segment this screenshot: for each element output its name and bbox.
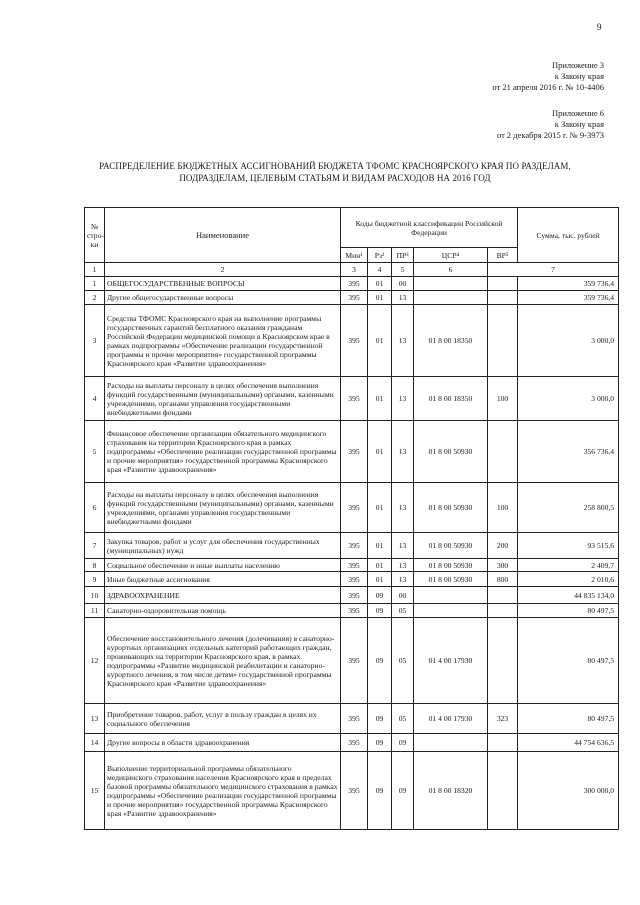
header-rz: Рз²: [368, 248, 392, 263]
row-min-cell: 395: [341, 618, 368, 704]
row-name-cell: Приобретение товаров, работ, услуг в пользу граждан в целях их социального обеспечения: [105, 704, 341, 734]
row-rz-cell: 09: [368, 752, 392, 830]
table-row: [85, 704, 619, 734]
row-number-cell: 4: [85, 377, 105, 421]
row-vr-cell: 323: [488, 704, 518, 734]
header-pr: ПР³: [392, 248, 414, 263]
table-row: [85, 277, 619, 291]
row-rz-cell: 01: [368, 291, 392, 305]
row-csr-cell: 01 8 00 18350: [414, 377, 488, 421]
document-title-line-2: ПОДРАЗДЕЛАМ, ЦЕЛЕВЫМ СТАТЬЯМ И ВИДАМ РАСХОДОВ НА 2016 ГОД: [179, 173, 491, 183]
row-number-cell: 13: [85, 704, 105, 734]
row-pr-cell: 13: [392, 421, 414, 483]
row-name-cell: Другие вопросы в области здравоохранения: [105, 734, 341, 752]
row-vr-cell: [488, 305, 518, 377]
row-number-cell: 12: [85, 618, 105, 704]
row-csr-cell: [414, 734, 488, 752]
row-vr-cell: 100: [488, 377, 518, 421]
row-number-cell: 9: [85, 572, 105, 587]
row-sum-cell: 3 000,0: [518, 305, 619, 377]
row-min-cell: 395: [341, 533, 368, 559]
appendix-3-date: от 21 апреля 2016 г. № 10-4406: [492, 82, 604, 92]
row-pr-cell: 13: [392, 291, 414, 305]
row-pr-cell: 13: [392, 483, 414, 533]
row-csr-cell: 01 8 00 50930: [414, 533, 488, 559]
row-rz-cell: 01: [368, 377, 392, 421]
row-min-cell: 395: [341, 559, 368, 572]
row-number-cell: 8: [85, 559, 105, 572]
row-pr-cell: 13: [392, 533, 414, 559]
row-rz-cell: 09: [368, 618, 392, 704]
row-rz-cell: 01: [368, 559, 392, 572]
row-sum-cell: 3 000,0: [518, 377, 619, 421]
row-rz-cell: 09: [368, 587, 392, 604]
row-vr-cell: [488, 587, 518, 604]
row-rz-cell: 09: [368, 704, 392, 734]
row-vr-cell: 100: [488, 483, 518, 533]
table-row: [85, 421, 619, 483]
index-cell: 4: [368, 263, 392, 277]
document-title: [90, 160, 580, 184]
row-name-cell: Санаторно-оздоровительная помощь: [105, 604, 341, 618]
row-min-cell: 395: [341, 377, 368, 421]
row-pr-cell: 09: [392, 734, 414, 752]
row-sum-cell: 258 800,5: [518, 483, 619, 533]
row-rz-cell: 01: [368, 305, 392, 377]
row-vr-cell: 300: [488, 559, 518, 572]
row-min-cell: 395: [341, 604, 368, 618]
row-name-cell: Выполнение территориальной программы обязательного медицинского страхования населения Красноярского края в пределах базовой программы обязательного медицинского страхования в рамках подпрограммы «Обеспечение реализации государственной программы и прочие мероприятия» государственной программы Красноярского края «Развитие здравоохранения»: [105, 752, 341, 830]
row-sum-cell: 44 835 134,0: [518, 587, 619, 604]
row-sum-cell: 359 736,4: [518, 291, 619, 305]
row-name-cell: ЗДРАВООХРАНЕНИЕ: [105, 587, 341, 604]
row-rz-cell: 01: [368, 533, 392, 559]
row-name-cell: Обеспечение восстановительного лечения (долечивания) в санаторно-курортных организациях отдельных категорий работающих граждан, проживающих на территории Красноярского края, в рамках подпрограммы «Развитие медицинской реабилитации и санаторно-курортного лечения, в том числе детям» государственной программы Красноярского края «Развитие здравоохранения»: [105, 618, 341, 704]
appendix-3-block: [492, 60, 604, 93]
table-row: [85, 587, 619, 604]
header-vr: ВР⁵: [488, 248, 518, 263]
table-row: [85, 618, 619, 704]
row-number-cell: 11: [85, 604, 105, 618]
row-name-cell: Расходы на выплаты персоналу в целях обеспечения выполнения функций государственными (муниципальными) органами, казенными учреждениями, органами управления государственными внебюджетными фондами: [105, 483, 341, 533]
row-name-cell: Иные бюджетные ассигнования: [105, 572, 341, 587]
row-sum-cell: 2 010,6: [518, 572, 619, 587]
index-cell: 7: [488, 263, 619, 277]
row-vr-cell: [488, 752, 518, 830]
appendix-6-block: [497, 108, 604, 141]
row-sum-cell: 80 497,5: [518, 618, 619, 704]
row-vr-cell: [488, 277, 518, 291]
row-vr-cell: [488, 291, 518, 305]
row-name-cell: Средства ТФОМС Красноярского края на выполнение программы государственных гарантий бесплатного оказания гражданам Российской Федерации медицинской помощи в Красноярском крае в рамках подпрограммы «Обеспечение реализации государственной программы и прочие мероприятия» государственной программы Красноярского края «Развитие здравоохранения»: [105, 305, 341, 377]
row-number-cell: 7: [85, 533, 105, 559]
header-name: Наименование: [105, 208, 341, 263]
row-min-cell: 395: [341, 421, 368, 483]
row-min-cell: 395: [341, 572, 368, 587]
row-min-cell: 395: [341, 752, 368, 830]
row-number-cell: 15: [85, 752, 105, 830]
table-row: [85, 305, 619, 377]
row-pr-cell: 13: [392, 572, 414, 587]
row-min-cell: 395: [341, 291, 368, 305]
row-csr-cell: 01 4 00 17930: [414, 704, 488, 734]
table-row: [85, 291, 619, 305]
row-name-cell: Закупка товаров, работ и услуг для обеспечения государственных (муниципальных) нужд: [105, 533, 341, 559]
row-csr-cell: [414, 587, 488, 604]
row-vr-cell: [488, 618, 518, 704]
index-cell: 1: [85, 263, 105, 277]
row-number-cell: 2: [85, 291, 105, 305]
row-pr-cell: 00: [392, 277, 414, 291]
row-vr-cell: 800: [488, 572, 518, 587]
table-row: [85, 572, 619, 587]
row-pr-cell: 09: [392, 752, 414, 830]
row-number-cell: 5: [85, 421, 105, 483]
row-pr-cell: 05: [392, 604, 414, 618]
table-row: [85, 377, 619, 421]
row-number-cell: 14: [85, 734, 105, 752]
header-min: Мин¹: [341, 248, 368, 263]
appendix-6-date: от 2 декабря 2015 г. № 9-3973: [496, 130, 604, 140]
row-pr-cell: 13: [392, 559, 414, 572]
row-csr-cell: [414, 291, 488, 305]
row-rz-cell: 01: [368, 572, 392, 587]
row-pr-cell: 05: [392, 704, 414, 734]
header-csr: ЦСР⁴: [414, 248, 488, 263]
row-vr-cell: 200: [488, 533, 518, 559]
row-min-cell: 395: [341, 483, 368, 533]
row-min-cell: 395: [341, 734, 368, 752]
table-row: [85, 604, 619, 618]
document-title-line-1: РАСПРЕДЕЛЕНИЕ БЮДЖЕТНЫХ АССИГНОВАНИЙ БЮДЖЕТА ТФОМС КРАСНОЯРСКОГО КРАЯ ПО РАЗДЕЛАМ,: [99, 161, 571, 171]
row-number-cell: 1: [85, 277, 105, 291]
row-min-cell: 395: [341, 704, 368, 734]
row-name-cell: Расходы на выплаты персоналу в целях обеспечения выполнения функций государственными (муниципальными) органами, казенными учреждениями, органами управления государственными внебюджетными фондами: [105, 377, 341, 421]
table-row: [85, 559, 619, 572]
row-vr-cell: [488, 734, 518, 752]
appendix-3-law: к Закону края: [554, 71, 604, 81]
row-number-cell: 6: [85, 483, 105, 533]
row-csr-cell: 01 8 00 18320: [414, 752, 488, 830]
row-sum-cell: 80 497,5: [518, 704, 619, 734]
row-sum-cell: 2 409,7: [518, 559, 619, 572]
appendix-6-law: к Закону края: [554, 119, 604, 129]
row-min-cell: 395: [341, 277, 368, 291]
index-row: [85, 263, 619, 277]
row-csr-cell: 01 8 00 50930: [414, 483, 488, 533]
budget-table: [84, 207, 619, 830]
row-rz-cell: 01: [368, 421, 392, 483]
index-cell: 2: [105, 263, 341, 277]
row-rz-cell: 09: [368, 734, 392, 752]
table-body: [85, 277, 619, 830]
row-sum-cell: 93 515,6: [518, 533, 619, 559]
row-csr-cell: [414, 277, 488, 291]
index-cell: 3: [341, 263, 368, 277]
index-cell: 5: [392, 263, 414, 277]
row-name-cell: Финансовое обеспечение организации обязательного медицинского страхования на территории Красноярского края в рамках подпрограммы «Обеспечение реализации государственной программы и прочие мероприятия» государственной программы Красноярского края «Развитие здравоохранения»: [105, 421, 341, 483]
row-sum-cell: 300 000,0: [518, 752, 619, 830]
row-vr-cell: [488, 604, 518, 618]
row-csr-cell: 01 8 00 18350: [414, 305, 488, 377]
row-pr-cell: 00: [392, 587, 414, 604]
row-csr-cell: 01 8 00 50930: [414, 421, 488, 483]
header-codes: Коды бюджетной классификации Российской Федерации: [341, 208, 518, 248]
page-number: 9: [597, 22, 602, 32]
row-sum-cell: 356 736,4: [518, 421, 619, 483]
row-min-cell: 395: [341, 587, 368, 604]
header-row-number: № стро-ки: [85, 208, 105, 263]
row-name-cell: Социальное обеспечение и иные выплаты населению: [105, 559, 341, 572]
row-csr-cell: 01 4 00 17930: [414, 618, 488, 704]
row-name-cell: ОБЩЕГОСУДАРСТВЕННЫЕ ВОПРОСЫ: [105, 277, 341, 291]
row-number-cell: 3: [85, 305, 105, 377]
appendix-3-label: Приложение 3: [552, 60, 604, 70]
table-row: [85, 734, 619, 752]
row-number-cell: 10: [85, 587, 105, 604]
row-pr-cell: 13: [392, 377, 414, 421]
row-sum-cell: 359 736,4: [518, 277, 619, 291]
header-sum: Сумма, тыс. рублей: [518, 208, 619, 263]
row-rz-cell: 01: [368, 277, 392, 291]
index-cell: 6: [414, 263, 488, 277]
row-csr-cell: 01 8 00 50930: [414, 572, 488, 587]
appendix-6-label: Приложение 6: [552, 108, 604, 118]
row-name-cell: Другие общегосударственные вопросы: [105, 291, 341, 305]
row-sum-cell: 80 497,5: [518, 604, 619, 618]
table-row: [85, 752, 619, 830]
row-rz-cell: 01: [368, 483, 392, 533]
row-pr-cell: 13: [392, 305, 414, 377]
row-csr-cell: 01 8 00 50930: [414, 559, 488, 572]
table-row: [85, 483, 619, 533]
row-sum-cell: 44 754 636,5: [518, 734, 619, 752]
table-row: [85, 533, 619, 559]
row-vr-cell: [488, 421, 518, 483]
row-min-cell: 395: [341, 305, 368, 377]
row-rz-cell: 09: [368, 604, 392, 618]
row-pr-cell: 05: [392, 618, 414, 704]
row-csr-cell: [414, 604, 488, 618]
